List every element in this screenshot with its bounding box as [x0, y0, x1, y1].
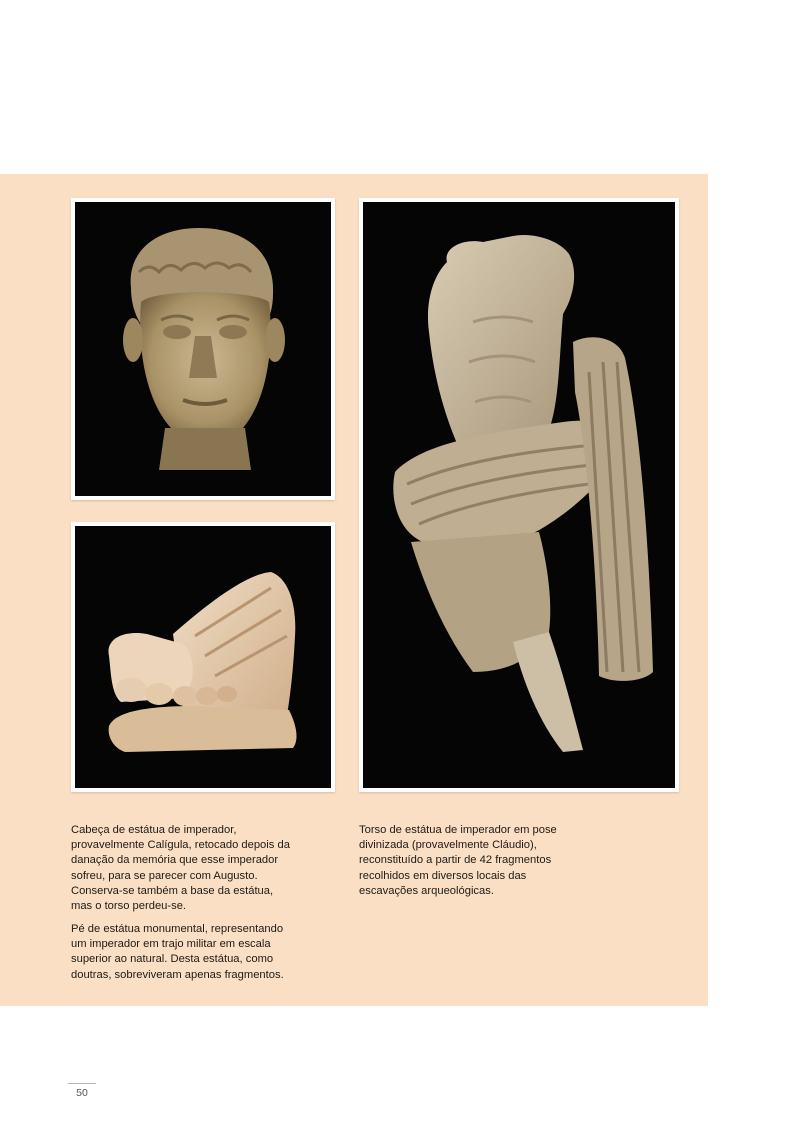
photo-emperor-torso-image	[363, 202, 675, 788]
photo-emperor-head	[71, 198, 335, 500]
caption-emperor-head: Cabeça de estátua de imperador, provavelmente Calígula, retocado depois da danação da memória que esse imperador sofreu, para se parecer com Augusto. Conserva-se também a base da estátua, mas o torso perdeu-se.	[71, 824, 290, 913]
photo-emperor-torso	[359, 198, 679, 792]
photo-statue-foot	[71, 522, 335, 792]
page-number: 50	[68, 1083, 96, 1099]
caption-statue-foot: Pé de estátua monumental, representando um imperador em trajo militar em escala superior ao natural. Desta estátua, como doutras, sobreviveram apenas fragmentos.	[71, 923, 284, 981]
photo-emperor-head-image	[75, 202, 331, 496]
caption-emperor-torso: Torso de estátua de imperador em pose divinizada (provavelmente Cláudio), reconstituído a partir de 42 fragmentos recolhidos em diversos locais das escavações arqueológicas.	[359, 824, 557, 897]
photo-statue-foot-image	[75, 526, 331, 788]
